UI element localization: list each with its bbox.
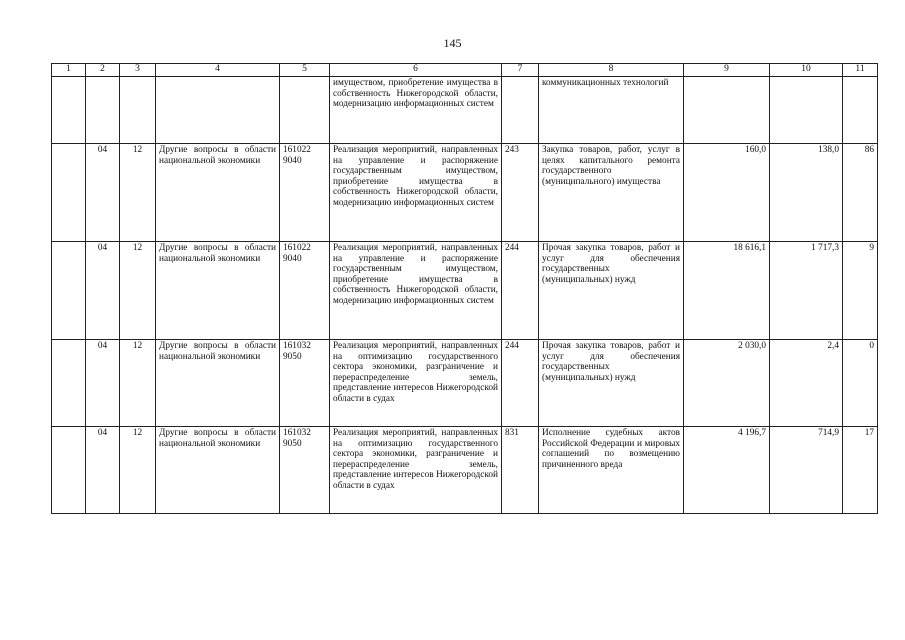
cell-col1 [52, 340, 86, 427]
cell-col1 [52, 242, 86, 340]
cell-executed: 138,0 [770, 144, 843, 242]
cell-executed: 2,4 [770, 340, 843, 427]
cell-col1 [52, 144, 86, 242]
cell-target-name: Реализация мероприятий, направленных на управление и распоряжение государственным имуществом, приобретение имущества в собственность Нижегородской области, модернизацию информационных систем [330, 144, 502, 242]
cell-section: 04 [86, 340, 120, 427]
cell-target-code: 161032 9050 [280, 427, 330, 514]
cell-percent [843, 77, 878, 144]
cell-planned: 160,0 [684, 144, 770, 242]
table-row [52, 242, 878, 340]
cell-col1 [52, 77, 86, 144]
cell-expense-name: Закупка товаров, работ, услуг в целях капитального ремонта государственного (муниципального) имущества [539, 144, 684, 242]
cell-section-name: Другие вопросы в области национальной экономики [156, 427, 280, 514]
page-number: 145 [443, 36, 462, 50]
cell-subsection [120, 77, 156, 144]
cell-expense-code: 244 [502, 242, 539, 340]
col-header: 8 [539, 64, 684, 77]
cell-expense-name: Прочая закупка товаров, работ и услуг для обеспечения государственных (муниципальных) нужд [539, 242, 684, 340]
cell-target-code: 161032 9050 [280, 340, 330, 427]
cell-planned [684, 77, 770, 144]
cell-target-name: Реализация мероприятий, направленных на управление и распоряжение государственным имуществом, приобретение имущества в собственность Нижегородской области, модернизацию информационных систем [330, 242, 502, 340]
cell-expense-code: 831 [502, 427, 539, 514]
cell-target-code: 161022 9040 [280, 144, 330, 242]
cell-target-name: имуществом, приобретение имущества в собственность Нижегородской области, модернизацию информационных систем [330, 77, 502, 144]
header-row [52, 64, 878, 77]
cell-expense-name: Исполнение судебных актов Российской Федерации и мировых соглашений по возмещению причиненного вреда [539, 427, 684, 514]
col-header: 6 [330, 64, 502, 77]
col-header: 11 [843, 64, 878, 77]
cell-section-name: Другие вопросы в области национальной экономики [156, 144, 280, 242]
cell-col1 [52, 427, 86, 514]
cell-target-name: Реализация мероприятий, направленных на оптимизацию государственного сектора экономики, разграничение и перераспределение земель, представление интересов Нижегородской области в судах [330, 340, 502, 427]
cell-planned: 4 196,7 [684, 427, 770, 514]
col-header: 7 [502, 64, 539, 77]
cell-target-code: 161022 9040 [280, 242, 330, 340]
cell-section-name: Другие вопросы в области национальной экономики [156, 242, 280, 340]
cell-subsection: 12 [120, 427, 156, 514]
cell-subsection: 12 [120, 242, 156, 340]
col-header: 10 [770, 64, 843, 77]
cell-executed [770, 77, 843, 144]
cell-percent: 86 [843, 144, 878, 242]
cell-percent: 0 [843, 340, 878, 427]
cell-planned: 2 030,0 [684, 340, 770, 427]
cell-percent: 9 [843, 242, 878, 340]
col-header: 2 [86, 64, 120, 77]
cell-percent: 17 [843, 427, 878, 514]
table-row [52, 77, 878, 144]
cell-section: 04 [86, 144, 120, 242]
cell-section-name: Другие вопросы в области национальной экономики [156, 340, 280, 427]
cell-section-name [156, 77, 280, 144]
cell-expense-code: 244 [502, 340, 539, 427]
col-header: 5 [280, 64, 330, 77]
cell-planned: 18 616,1 [684, 242, 770, 340]
cell-expense-code: 243 [502, 144, 539, 242]
cell-executed: 1 717,3 [770, 242, 843, 340]
cell-section: 04 [86, 427, 120, 514]
col-header: 4 [156, 64, 280, 77]
table-row [52, 340, 878, 427]
cell-subsection: 12 [120, 144, 156, 242]
cell-target-name: Реализация мероприятий, направленных на оптимизацию государственного сектора экономики, разграничение и перераспределение земель, представление интересов Нижегородской области в судах [330, 427, 502, 514]
col-header: 3 [120, 64, 156, 77]
cell-executed: 714,9 [770, 427, 843, 514]
cell-subsection: 12 [120, 340, 156, 427]
cell-section [86, 77, 120, 144]
cell-expense-code [502, 77, 539, 144]
col-header: 9 [684, 64, 770, 77]
cell-section: 04 [86, 242, 120, 340]
cell-expense-name: Прочая закупка товаров, работ и услуг для обеспечения государственных (муниципальных) нужд [539, 340, 684, 427]
table-row [52, 144, 878, 242]
budget-table [51, 63, 878, 514]
col-header: 1 [52, 64, 86, 77]
table-row [52, 427, 878, 514]
cell-target-code [280, 77, 330, 144]
cell-expense-name: коммуникационных технологий [539, 77, 684, 144]
